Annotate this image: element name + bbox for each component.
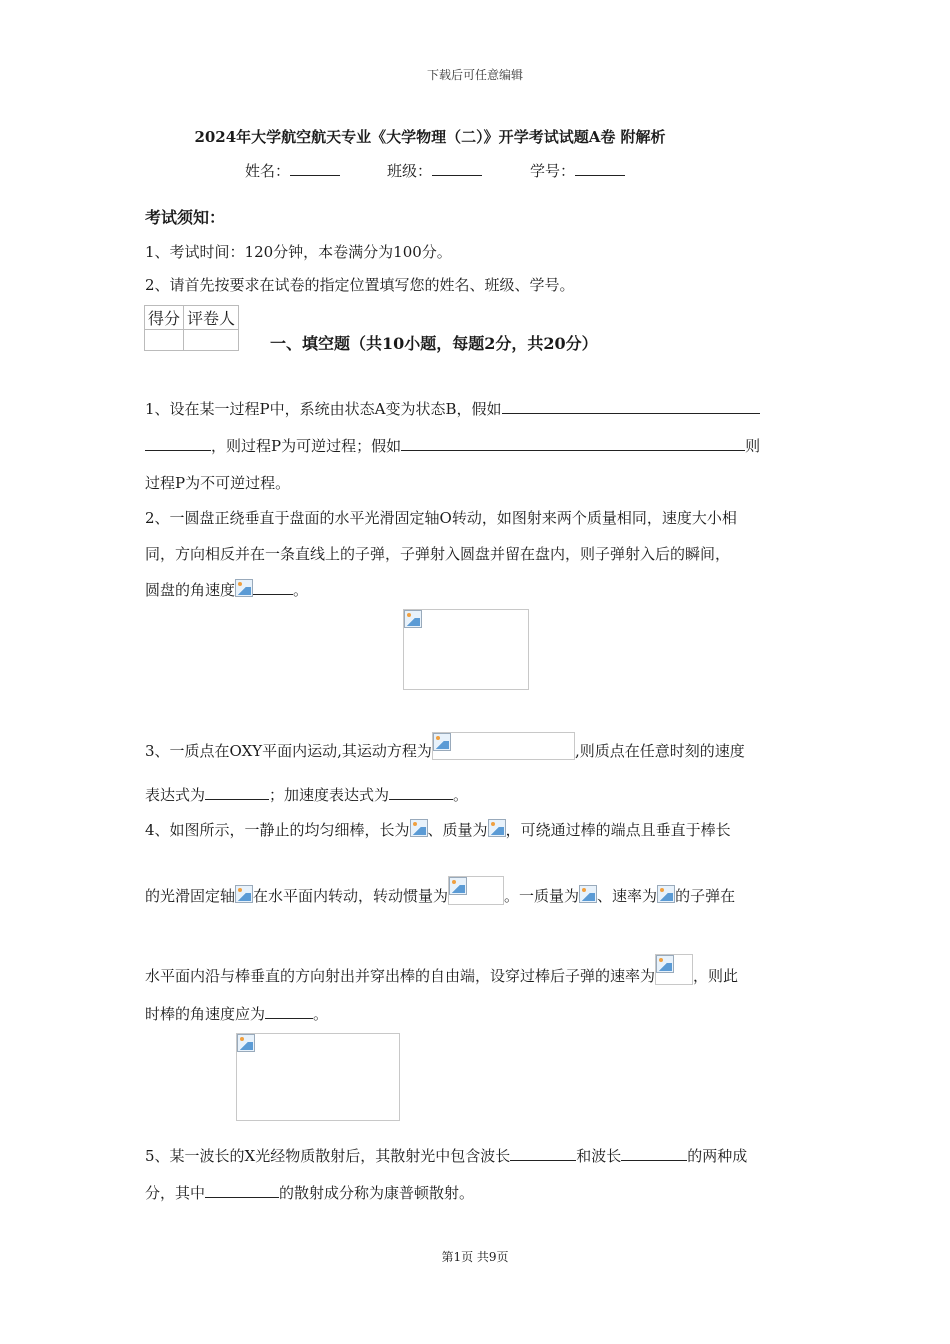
length-image-icon [410,819,428,837]
inertia-image-icon [449,877,467,895]
q3-line-2 [145,784,468,805]
q1-blank-1-cont[interactable] [145,449,211,451]
q4-line-4 [145,1003,328,1024]
q4-text-4: 的光滑固定轴 [145,887,236,905]
class-label: 班级： [387,162,433,180]
class-blank[interactable] [432,174,482,176]
q1-line-2 [145,435,760,456]
q5-blank-3[interactable] [205,1196,279,1198]
exit-speed-image-icon [656,955,674,973]
q5-text-3: 的两种成 [687,1147,748,1165]
q3-line-1 [145,732,745,761]
q4-line-3 [145,954,738,986]
q4-text-3: ，可绕通过棒的端点且垂直于棒长 [505,821,731,839]
q5-line-2 [145,1182,474,1203]
student-id-label: 学号： [530,162,576,180]
page-footer: 第1页 共9页 [441,1250,509,1264]
page-title: 2024年大学航空航天专业《大学物理（二）》开学考试试题A卷 附解析 [194,128,666,146]
q4-text-8: 的子弹在 [675,887,736,905]
q3-text-2: ,则质点在任意时刻的速度 [574,742,745,760]
q2-figure [403,609,529,690]
student-id-blank[interactable] [575,174,625,176]
q4-text-2: 、质量为 [427,821,488,839]
q2-text-2: 。 [293,581,309,599]
section-heading: 一、填空题（共10小题，每题2分，共20分） [270,334,598,353]
q1-line-1 [145,398,760,419]
exit-speed-image [655,954,693,985]
class-field[interactable] [387,160,482,181]
q2-blank[interactable] [253,593,293,595]
figure-image-icon [404,610,422,628]
q1-blank-1[interactable] [502,412,760,414]
inertia-image [448,876,504,905]
q1-blank-2[interactable] [401,449,745,451]
q4-text-9: 水平面内沿与棒垂直的方向射出并穿出棒的自由端，设穿过棒后子弹的速率为 [145,967,656,985]
header-note: 下载后可任意编辑 [426,68,523,82]
equation-image-icon [433,733,451,751]
q3-blank-2[interactable] [389,798,453,800]
q5-line-1 [145,1145,747,1166]
q4-text-1: 4、如图所示，一静止的均匀细棒，长为 [145,821,410,839]
score-table [144,305,239,351]
q3-text-1: 3、一质点在OXY平面内运动,其运动方程为 [145,742,432,760]
q1-text-3: 则 [745,437,761,455]
q4-text-7: 、速率为 [597,887,658,905]
figure-image-icon [237,1034,255,1052]
grader-header: 评卷人 [184,306,239,330]
q1-line-3: 过程P为不可逆过程。 [145,474,291,492]
q3-blank-1[interactable] [205,798,269,800]
q1-text-1: 1、设在某一过程P中，系统由状态A变为状态B，假如 [145,400,502,418]
q5-blank-2[interactable] [621,1159,687,1161]
q3-text-4: ；加速度表达式为 [269,786,390,804]
q4-text-10: ，则此 [693,967,739,985]
name-blank[interactable] [290,174,340,176]
q4-figure [236,1033,400,1121]
q3-text-5: 。 [453,786,469,804]
mass-image-icon [488,819,506,837]
q4-text-12: 。 [313,1005,329,1023]
instruction-item-1: 1、考试时间：120分钟，本卷满分为100分。 [145,243,452,261]
q2-line-3 [145,579,308,600]
q2-text-1: 圆盘的角速度 [145,581,236,599]
name-label: 姓名： [245,162,291,180]
score-cell[interactable] [145,330,184,351]
q4-text-6: 。一质量为 [504,887,580,905]
q3-equation-image [432,732,575,760]
instruction-item-2: 2、请首先按要求在试卷的指定位置填写您的姓名、班级、学号。 [145,276,575,294]
instructions-heading: 考试须知： [145,208,226,227]
q2-line-1: 2、一圆盘正绕垂直于盘面的水平光滑固定轴O转动，如图射来两个质量相同，速度大小相 [145,509,737,527]
q4-text-11: 时棒的角速度应为 [145,1005,266,1023]
student-id-field[interactable] [530,160,625,181]
q1-text-2: ，则过程P为可逆过程；假如 [211,437,402,455]
formula-image-icon [235,579,253,597]
q5-text-2: 和波长 [576,1147,622,1165]
score-header: 得分 [145,306,184,330]
q4-blank[interactable] [265,1017,313,1019]
axis-image-icon [235,885,253,903]
q5-text-1: 5、某一波长的X光经物质散射后，其散射光中包含波长 [145,1147,511,1165]
grader-cell[interactable] [184,330,239,351]
q2-line-2: 同，方向相反并在一条直线上的子弹，子弹射入圆盘并留在盘内，则子弹射入后的瞬间， [145,545,731,563]
bullet-mass-image-icon [579,885,597,903]
q4-line-1 [145,819,731,840]
q4-text-5: 在水平面内转动，转动惯量为 [253,887,449,905]
q3-text-3: 表达式为 [145,786,206,804]
q5-text-5: 的散射成分称为康普顿散射。 [279,1184,475,1202]
q4-line-2 [145,876,735,906]
q5-blank-1[interactable] [510,1159,576,1161]
speed-image-icon [657,885,675,903]
q5-text-4: 分，其中 [145,1184,206,1202]
name-field[interactable] [245,160,340,181]
